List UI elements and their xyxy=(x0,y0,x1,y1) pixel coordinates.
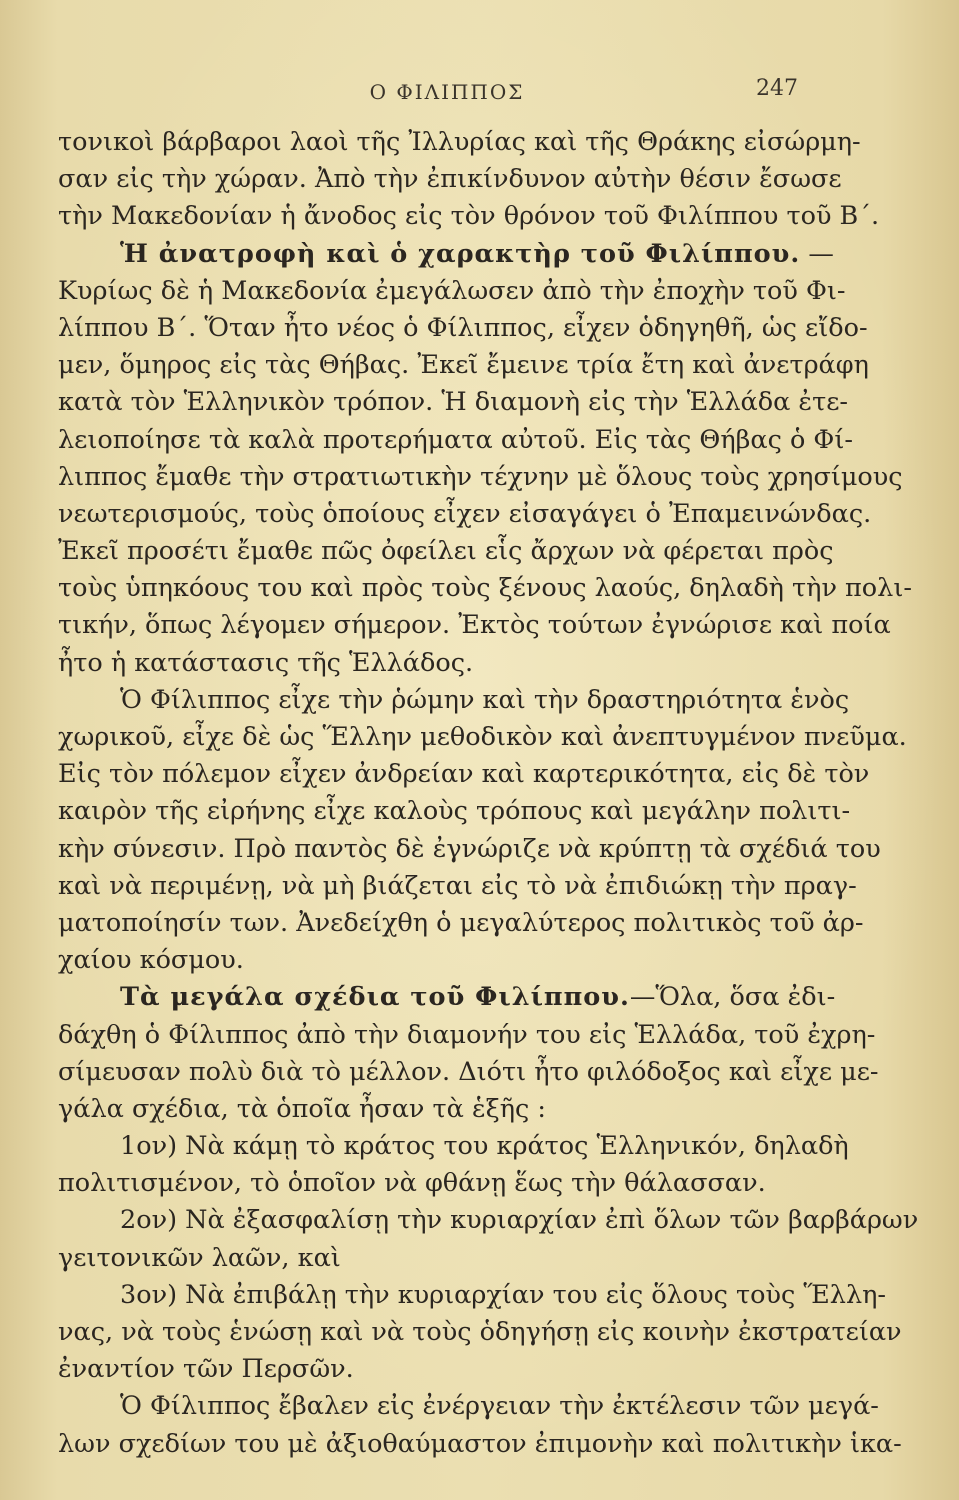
text-line: δάχθη ὁ Φίλιππος ἀπὸ τὴν διαμονήν του εἰς Ἑλλάδα, τοῦ ἐχρη- xyxy=(58,1019,876,1050)
text-line: τοὺς ὑπηκόους του καὶ πρὸς τοὺς ξένους λαούς, δηλαδὴ τὴν πολι- xyxy=(58,573,912,604)
text-line: καὶ νὰ περιμένῃ, νὰ μὴ βιάζεται εἰς τὸ νὰ ἐπιδιώκῃ τὴν πραγ- xyxy=(58,870,857,901)
text-line: τικήν, ὅπως λέγομεν σήμερον. Ἐκτὸς τούτων ἐγνώρισε καὶ ποία xyxy=(58,610,891,641)
text-line: Ὁ Φίλιππος ἔβαλεν εἰς ἐνέργειαν τὴν ἐκτέλεσιν τῶν μεγά- xyxy=(120,1391,879,1422)
text-line: καιρὸν τῆς εἰρήνης εἶχε καλοὺς τρόπους καὶ μεγάλην πολιτι- xyxy=(58,796,851,827)
text-line: Ὁ Φίλιππος εἶχε τὴν ῥώμην καὶ τὴν δραστηριότητα ἑνὸς xyxy=(120,684,850,715)
heading-run-in-text: Ὅλα, ὅσα ἐδι- xyxy=(655,982,836,1013)
heading-text: Ἡ ἀνατροφὴ καὶ ὁ χαρακτὴρ τοῦ Φιλίππου. xyxy=(120,238,801,269)
list-item-2: 2ον) Νὰ ἐξασφαλίσῃ τὴν κυριαρχίαν ἐπὶ ὅλων τῶν βαρβάρων xyxy=(120,1205,919,1236)
text-line: ματοποίησίν των. Ἀνεδείχθη ὁ μεγαλύτερος πολιτικὸς τοῦ ἀρ- xyxy=(58,907,864,938)
text-line: νεωτερισμούς, τοὺς ὁποίους εἶχεν εἰσαγάγει ὁ Ἐπαμεινώνδας. xyxy=(58,498,872,529)
text-line: Εἰς τὸν πόλεμον εἶχεν ἀνδρείαν καὶ καρτερικότητα, εἰς δὲ τὸν xyxy=(58,759,870,790)
text-line: πολιτισμένον, τὸ ὁποῖον νὰ φθάνῃ ἕως τὴν θάλασσαν. xyxy=(58,1168,766,1199)
text-line: σαν εἰς τὴν χώραν. Ἀπὸ τὴν ἐπικίνδυνον αὐτὴν θέσιν ἔσωσε xyxy=(58,164,842,195)
text-line: γάλα σχέδια, τὰ ὁποῖα ἦσαν τὰ ἑξῆς : xyxy=(58,1093,546,1124)
text-line: Ἐκεῖ προσέτι ἔμαθε πῶς ὀφείλει εἷς ἄρχων νὰ φέρεται πρὸς xyxy=(58,536,834,567)
text-line: νας, νὰ τοὺς ἑνώσῃ καὶ νὰ τοὺς ὁδηγήσῃ εἰς κοινὴν ἐκστρατείαν xyxy=(58,1317,902,1347)
text-line: κατὰ τὸν Ἑλληνικὸν τρόπον. Ἡ διαμονὴ εἰς τὴν Ἑλλάδα ἐτε- xyxy=(58,387,849,418)
section-heading-plans xyxy=(58,979,836,1016)
text-line: σίμευσαν πολὺ διὰ τὸ μέλλον. Διότι ἦτο φιλόδοξος καὶ εἶχε με- xyxy=(58,1056,879,1087)
text-line: ἐναντίον τῶν Περσῶν. xyxy=(58,1354,354,1385)
heading-dash: — xyxy=(800,238,834,269)
section-heading-upbringing xyxy=(58,236,834,273)
list-item-3: 3ον) Νὰ ἐπιβάλῃ τὴν κυριαρχίαν του εἰς ὅλους τοὺς Ἕλλη- xyxy=(120,1279,886,1310)
page-number: 247 xyxy=(756,76,798,101)
text-line: λειοποίησε τὰ καλὰ προτερήματα αὐτοῦ. Εἰς τὰς Θήβας ὁ Φί- xyxy=(58,424,853,455)
page-header xyxy=(0,70,959,110)
text-line: λων σχεδίων του μὲ ἀξιοθαύμαστον ἐπιμονὴν καὶ πολιτικὴν ἱκα- xyxy=(58,1428,902,1459)
text-line: κὴν σύνεσιν. Πρὸ παντὸς δὲ ἐγνώριζε νὰ κρύπτῃ τὰ σχέδιά του xyxy=(58,833,881,864)
text-line: λιππος ἔμαθε τὴν στρατιωτικὴν τέχνην μὲ ὅλους τοὺς χρησίμους xyxy=(58,461,903,492)
text-line: λίππου Β΄. Ὅταν ἦτο νέος ὁ Φίλιππος, εἶχεν ὁδηγηθῆ, ὡς εἴδο- xyxy=(58,312,868,343)
text-line: ἦτο ἡ κατάστασις τῆς Ἑλλάδος. xyxy=(58,647,474,678)
text-line: τὴν Μακεδονίαν ἡ ἄνοδος εἰς τὸν θρόνον τοῦ Φιλίππου τοῦ Β΄. xyxy=(58,201,880,232)
heading-text: Τὰ μεγάλα σχέδια τοῦ Φιλίππου. xyxy=(120,982,630,1013)
heading-dash: — xyxy=(629,982,656,1013)
running-title: Ο ΦΙΛΙΠΠΟΣ xyxy=(369,80,525,104)
text-line: γειτονικῶν λαῶν, καὶ xyxy=(58,1242,341,1273)
text-line: τονικοὶ βάρβαροι λαοὶ τῆς Ἰλλυρίας καὶ τῆς Θράκης εἰσώρμη- xyxy=(58,127,861,157)
list-item-1: 1ον) Νὰ κάμῃ τὸ κράτος του κράτος Ἑλληνικόν, δηλαδὴ xyxy=(120,1131,849,1162)
text-line: μεν, ὅμηρος εἰς τὰς Θήβας. Ἐκεῖ ἔμεινε τρία ἔτη καὶ ἀνετράφη xyxy=(58,350,869,381)
text-line: Κυρίως δὲ ἡ Μακεδονία ἐμεγάλωσεν ἀπὸ τὴν ἐποχὴν τοῦ Φι- xyxy=(58,275,846,306)
text-line: χωρικοῦ, εἶχε δὲ ὡς Ἕλλην μεθοδικὸν καὶ ἀνεπτυγμένον πνεῦμα. xyxy=(58,722,907,752)
text-line: χαίου κόσμου. xyxy=(58,945,244,976)
body-text xyxy=(58,124,919,1463)
